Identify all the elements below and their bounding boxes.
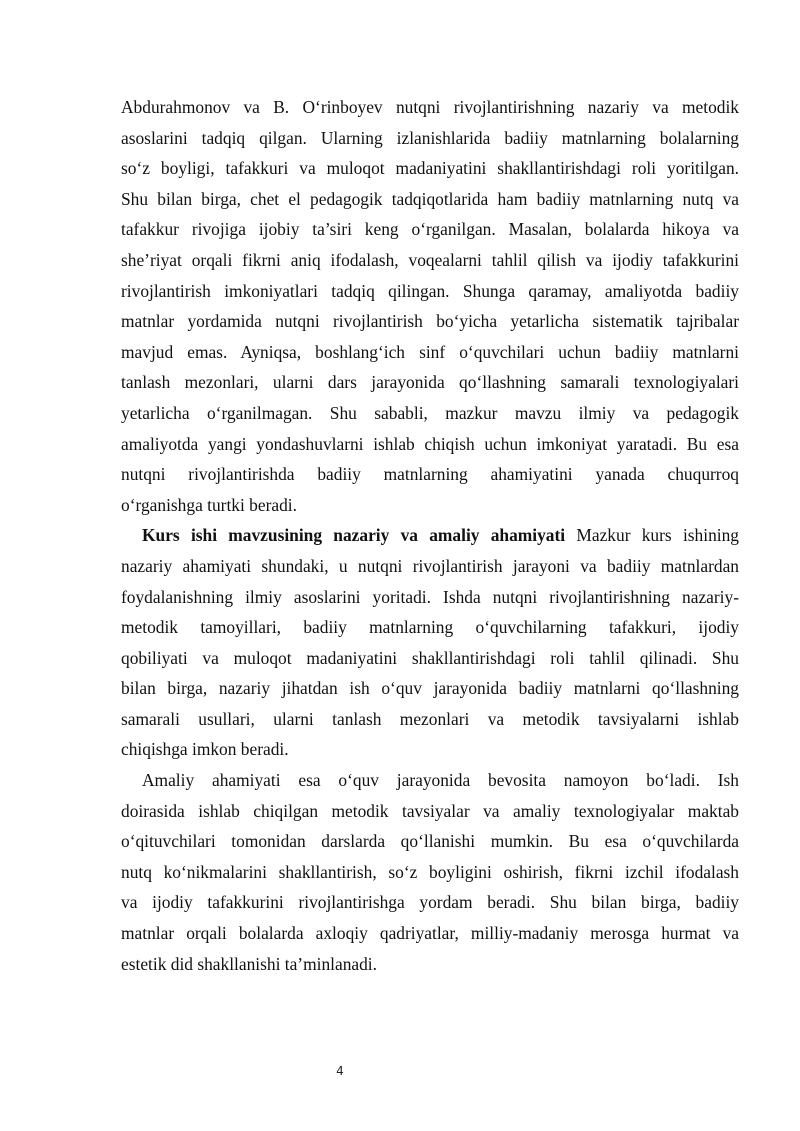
text-line: metodik tamoyillari, badiiy matnlarning o‘quvchilarning tafakkuri, ijodiy [121,617,739,638]
text-line: tafakkur rivojiga ijobiy ta’siri keng o‘rganilgan. Masalan, bolalarda hikoya va [121,219,739,240]
text-line: chiqishga imkon beradi. [121,739,289,760]
text-line: doirasida ishlab chiqilgan metodik tavsiyalar va amaliy texnologiyalar maktab [121,800,739,821]
section-heading: Kurs ishi mavzusining nazariy va amaliy ahamiyati [142,525,566,546]
text-line: matnlar orqali bolalarda axloqiy qadriyatlar, milliy-madaniy merosga hurmat va [121,923,739,944]
text-line: Amaliy ahamiyati esa o‘quv jarayonida bevosita namoyon bo‘ladi. Ish [142,770,739,791]
paragraph-literature-review [121,92,739,520]
text-line: tanlash mezonlari, ularni dars jarayonida qo‘llashning samarali texnologiyalari [121,372,739,393]
text-line: qobiliyati va muloqot madaniyatini shakllantirishdagi roli tahlil qilinadi. Shu [121,647,739,668]
text-line: foydalanishning ilmiy asoslarini yoritadi. Ishda nutqni rivojlantirishning nazariy- [121,586,739,607]
text-line: o‘rganishga turtki beradi. [121,494,297,515]
text-line: amaliyotda yangi yondashuvlarni ishlab chiqish uchun imkoniyat yaratadi. Bu esa [121,433,739,454]
text-line: va ijodiy tafakkurini rivojlantirishga yordam beradi. Shu bilan birga, badiiy [121,892,739,913]
text-line: nutqni rivojlantirishda badiiy matnlarning ahamiyatini yanada chuqurroq [121,464,739,485]
text-line: o‘qituvchilari tomonidan darslarda qo‘llanishi mumkin. Bu esa o‘quvchilarda [121,831,739,852]
text-line: samarali usullari, ularni tanlash mezonlari va metodik tavsiyalarni ishlab [121,708,739,729]
page-number: 4 [336,1064,344,1078]
text-line: Abdurahmonov va B. O‘rinboyev nutqni rivojlantirishning nazariy va metodik [121,97,739,117]
text-line: asoslarini tadqiq qilgan. Ularning izlanishlarida badiiy matnlarning bolalarning [121,127,739,148]
text-line [121,520,739,551]
text-line: mavjud emas. Ayniqsa, boshlang‘ich sinf o‘quvchilari uchun badiiy matnlarni [121,341,739,362]
paragraph-practical-significance [121,765,739,979]
text-line: so‘z boyligi, tafakkuri va muloqot madaniyatini shakllantirishdagi roli yoritilgan. [121,158,739,179]
text-line: she’riyat orqali fikrni aniq ifodalash, voqealarni tahlil qilish va ijodiy tafakkurini [121,249,739,270]
heading-continuation: Mazkur kurs ishining [565,525,739,546]
text-line: rivojlantirish imkoniyatlari tadqiq qilingan. Shunga qaramay, amaliyotda badiiy [121,280,739,301]
text-line: nazariy ahamiyati shundaki, u nutqni rivojlantirish jarayoni va badiiy matnlardan [121,555,739,576]
text-line: Shu bilan birga, chet el pedagogik tadqiqotlarida ham badiiy matnlarning nutq va [121,188,739,209]
document-body [121,92,739,979]
text-line: bilan birga, nazariy jihatdan ish o‘quv jarayonida badiiy matnlarni qo‘llashning [121,678,739,699]
text-line: yetarlicha o‘rganilmagan. Shu sababli, mazkur mavzu ilmiy va pedagogik [121,402,739,423]
paragraph-significance [121,520,739,765]
text-line: nutq ko‘nikmalarini shakllantirish, so‘z boyligini oshirish, fikrni izchil ifodalash [121,861,739,882]
text-line: estetik did shakllanishi ta’minlanadi. [121,953,377,974]
text-line: matnlar yordamida nutqni rivojlantirish bo‘yicha yetarlicha sistematik tajribalar [121,311,739,332]
